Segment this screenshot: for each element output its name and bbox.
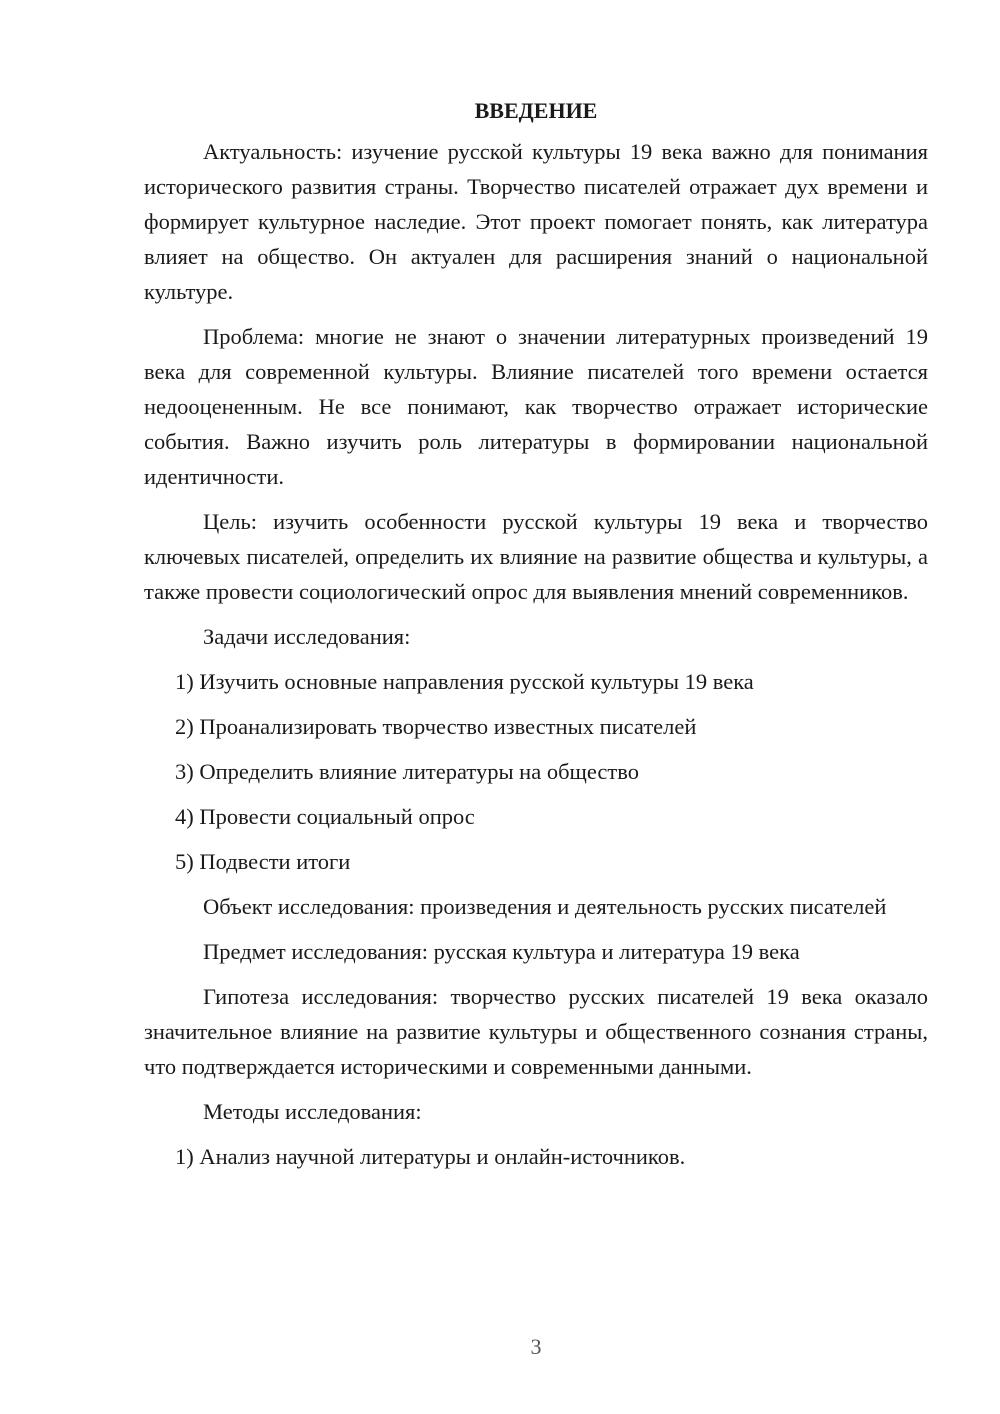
task-item: 4) Провести социальный опрос — [175, 804, 475, 829]
relevance-paragraph: Актуальность: изучение русской культуры 19 века важно для понимания исторического развития страны. Творчество писателей отражает дух времени и формирует культурное наследие. Этот проект помогает понять, как литература влияет на общество. Он актуален для расширения знаний о национальной культуре. — [144, 139, 928, 304]
task-item: 1) Изучить основные направления русской культуры 19 века — [175, 669, 754, 694]
method-item: 1) Анализ научной литературы и онлайн-источников. — [175, 1144, 686, 1169]
methods-list — [144, 1139, 928, 1174]
methods-title: Методы исследования: — [203, 1099, 422, 1124]
task-item: 3) Определить влияние литературы на общество — [175, 759, 639, 784]
section-heading: ВВЕДЕНИЕ — [474, 98, 598, 123]
problem-paragraph: Проблема: многие не знают о значении литературных произведений 19 века для современной культуры. Влияние писателей того времени остается недооцененным. Не все понимают, как творчество отражает исторические события. Важно изучить роль литературы в формировании национальной идентичности. — [144, 324, 928, 489]
task-item: 2) Проанализировать творчество известных писателей — [175, 714, 697, 739]
object-paragraph: Объект исследования: произведения и деятельность русских писателей — [203, 894, 887, 919]
task-item: 5) Подвести итоги — [175, 849, 351, 874]
hypothesis-paragraph: Гипотеза исследования: творчество русских писателей 19 века оказало значительное влияние на развитие культуры и общественного сознания страны, что подтверждается историческими и современными данными. — [144, 984, 928, 1079]
page-content — [144, 96, 928, 1184]
tasks-title: Задачи исследования: — [203, 624, 411, 649]
tasks-list — [144, 664, 928, 879]
subject-paragraph: Предмет исследования: русская культура и литература 19 века — [203, 939, 800, 964]
goal-paragraph: Цель: изучить особенности русской культуры 19 века и творчество ключевых писателей, определить их влияние на развитие общества и культуры, а также провести социологический опрос для выявления мнений современников. — [144, 509, 928, 604]
page-number: 3 — [530, 1334, 542, 1359]
